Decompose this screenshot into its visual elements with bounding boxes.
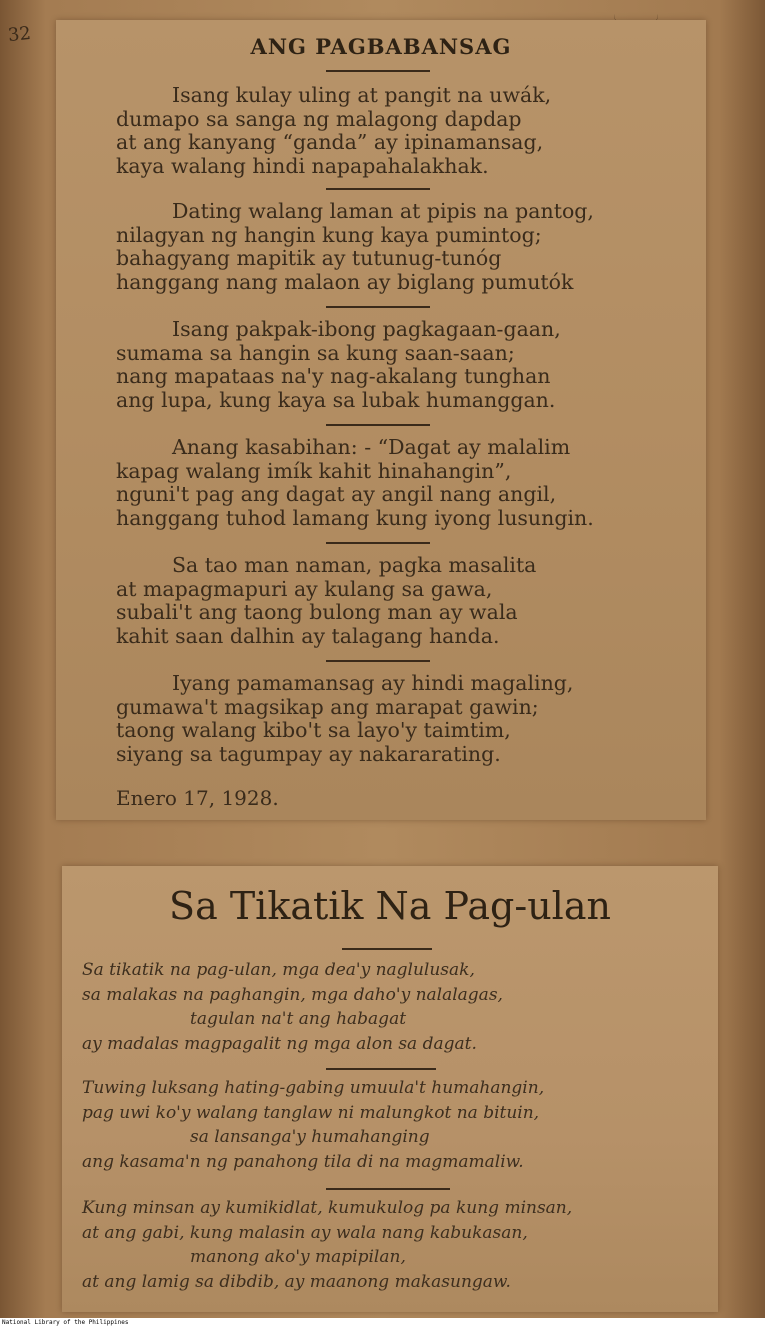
verse-line: sa lansanga'y humahanging bbox=[190, 1127, 430, 1147]
stanza bbox=[82, 958, 503, 1056]
stanza bbox=[82, 1076, 544, 1174]
clipping-ang-pagbabansag bbox=[56, 20, 706, 820]
verse-line: kaya walang hindi napapahalakhak. bbox=[116, 153, 489, 178]
verse-line: Anang kasabihan: - “Dagat ay malalim bbox=[172, 435, 571, 459]
stanza bbox=[116, 84, 551, 178]
verse-line: subali't ang taong bulong man ay wala bbox=[116, 600, 518, 624]
verse-line: nang mapataas na'y nag-akalang tunghan bbox=[116, 364, 551, 388]
poem-title: ANG PAGBABANSAG bbox=[250, 34, 512, 59]
verse-line: kapag walang imík kahit hinahangin”, bbox=[116, 458, 512, 483]
poem-title: Sa Tikatik Na Pag-ulan bbox=[169, 884, 611, 928]
verse-line: pag uwi ko'y walang tanglaw ni malungkot na bituin, bbox=[82, 1102, 540, 1123]
poem-date: Enero 17, 1928. bbox=[116, 786, 279, 810]
verse-line: Sa tao man naman, pagka masalita bbox=[172, 553, 537, 577]
stanza-divider bbox=[326, 542, 430, 544]
title-rule bbox=[326, 70, 430, 72]
verse-line: sumama sa hangin sa kung saan-saan; bbox=[116, 340, 515, 365]
verse-line: taong walang kibo't sa layo'y taimtim, bbox=[116, 718, 511, 742]
verse-line: gumawa't magsikap ang marapat gawin; bbox=[116, 694, 539, 719]
stanza-divider bbox=[326, 1068, 436, 1070]
stanza-divider bbox=[326, 424, 430, 426]
footer-credit: National Library of the Philippines bbox=[2, 1319, 129, 1326]
verse-line: kahit saan dalhin ay talagang handa. bbox=[116, 623, 500, 648]
stanza-divider bbox=[326, 306, 430, 308]
verse-line: siyang sa tagumpay ay nakararating. bbox=[116, 741, 501, 766]
verse-line: hanggang tuhod lamang kung iyong lusungin. bbox=[116, 505, 594, 530]
verse-line: hanggang nang malaon ay biglang pumutók bbox=[116, 269, 574, 294]
clipping-sa-tikatik-na-pag-ulan bbox=[62, 866, 718, 1312]
verse-line: Dating walang laman at pipis na pantog, bbox=[172, 199, 594, 223]
title-rule bbox=[342, 948, 432, 950]
page-number: 32 bbox=[6, 22, 32, 47]
verse-line: Sa tikatik na pag-ulan, mga dea'y naglulusak, bbox=[82, 960, 475, 980]
verse-line: Isang pakpak-ibong pagkagaan-gaan, bbox=[172, 317, 561, 341]
verse-line: tagulan na't ang habagat bbox=[190, 1009, 407, 1029]
verse-line: nilagyan ng hangin kung kaya pumintog; bbox=[116, 222, 542, 247]
stanza-divider bbox=[326, 660, 430, 662]
stanza-divider bbox=[326, 188, 430, 190]
verse-line: Iyang pamamansag ay hindi magaling, bbox=[172, 671, 574, 695]
verse-line: dumapo sa sanga ng malagong dapdap bbox=[116, 106, 522, 131]
stanza-divider bbox=[326, 1188, 450, 1190]
verse-line: Tuwing luksang hating-gabing umuula't humahangin, bbox=[82, 1078, 545, 1098]
verse-line: nguni't pag ang dagat ay angil nang angil, bbox=[116, 482, 557, 506]
verse-line: ang lupa, kung kaya sa lubak humanggan. bbox=[116, 387, 556, 412]
stanza bbox=[82, 1196, 572, 1294]
verse-line: at mapagmapuri ay kulang sa gawa, bbox=[116, 576, 493, 601]
verse-line: at ang gabi, kung malasin ay wala nang kabukasan, bbox=[82, 1222, 528, 1243]
stanza bbox=[116, 436, 594, 530]
verse-line: sa malakas na paghangin, mga daho'y nalalagas, bbox=[82, 984, 503, 1005]
verse-line: ay madalas magpagalit ng mga alon sa dagat. bbox=[82, 1033, 477, 1054]
stanza bbox=[116, 554, 536, 648]
verse-line: manong ako'y mapipilan, bbox=[190, 1247, 406, 1267]
verse-line: bahagyang mapitik ay tutunug-tunóg bbox=[116, 246, 502, 270]
stanza bbox=[116, 672, 573, 766]
verse-line: Kung minsan ay kumikidlat, kumukulog pa kung minsan, bbox=[82, 1198, 573, 1218]
verse-line: at ang kanyang “ganda” ay ipinamansag, bbox=[116, 130, 544, 154]
stanza bbox=[116, 318, 561, 412]
stanza bbox=[116, 200, 594, 294]
verse-line: at ang lamig sa dibdib, ay maanong makasungaw. bbox=[82, 1271, 511, 1292]
verse-line: Isang kulay uling at pangit na uwák, bbox=[172, 83, 552, 107]
verse-line: ang kasama'n ng panahong tila di na magmamaliw. bbox=[82, 1151, 524, 1172]
